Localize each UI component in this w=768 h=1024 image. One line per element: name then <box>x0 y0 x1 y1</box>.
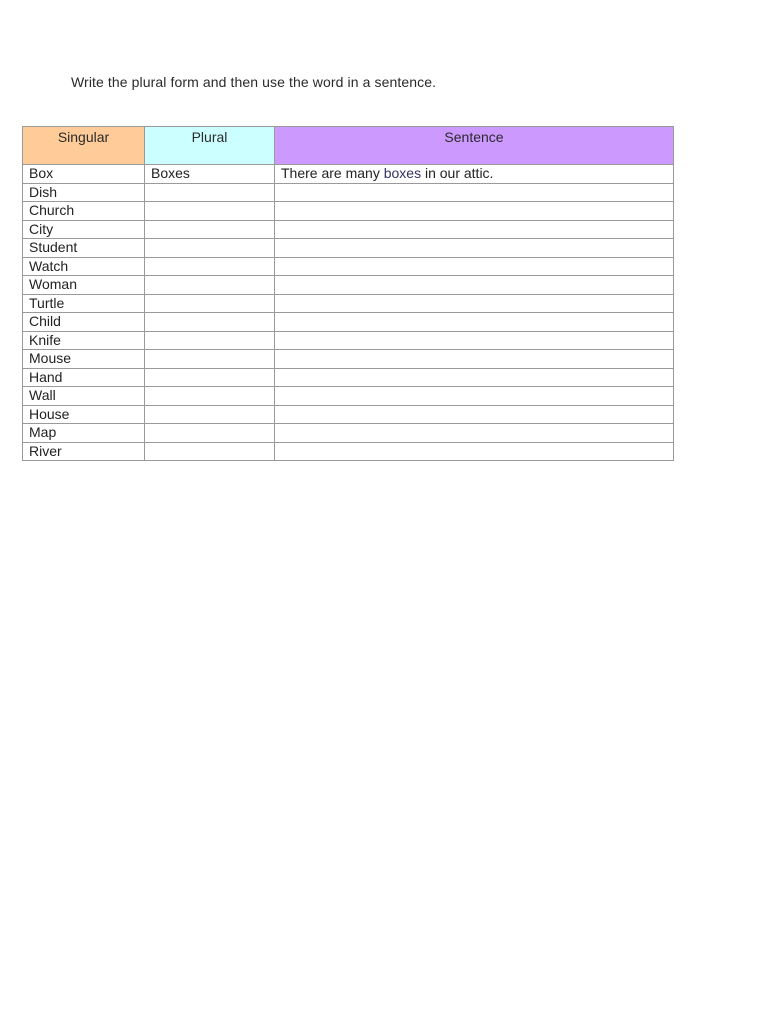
plural-cell[interactable] <box>145 350 275 369</box>
singular-cell: Mouse <box>23 350 145 369</box>
sentence-text-before: There are many <box>281 165 384 182</box>
sentence-cell[interactable] <box>275 202 674 221</box>
plural-cell[interactable] <box>145 276 275 295</box>
table-row <box>23 257 674 276</box>
singular-cell: Student <box>23 239 145 258</box>
plural-cell[interactable]: Boxes <box>145 165 275 184</box>
plural-cell[interactable] <box>145 442 275 461</box>
sentence-cell[interactable] <box>275 387 674 406</box>
singular-cell: River <box>23 442 145 461</box>
table-row <box>23 239 674 258</box>
table-row <box>23 313 674 332</box>
table-row <box>23 350 674 369</box>
table-row <box>23 405 674 424</box>
sentence-cell[interactable] <box>275 257 674 276</box>
plural-cell[interactable] <box>145 405 275 424</box>
table-row <box>23 442 674 461</box>
singular-cell: Church <box>23 202 145 221</box>
header-sentence: Sentence <box>275 127 674 165</box>
sentence-cell[interactable] <box>275 424 674 443</box>
sentence-cell[interactable] <box>275 220 674 239</box>
plural-cell[interactable] <box>145 257 275 276</box>
plural-cell[interactable] <box>145 202 275 221</box>
sentence-cell[interactable] <box>275 442 674 461</box>
plural-cell[interactable] <box>145 313 275 332</box>
sentence-cell[interactable] <box>275 183 674 202</box>
singular-cell: City <box>23 220 145 239</box>
singular-cell: Turtle <box>23 294 145 313</box>
singular-cell: Dish <box>23 183 145 202</box>
sentence-cell[interactable] <box>275 331 674 350</box>
header-singular: Singular <box>23 127 145 165</box>
singular-cell: Knife <box>23 331 145 350</box>
singular-cell: Hand <box>23 368 145 387</box>
header-row <box>23 127 674 165</box>
singular-cell: Watch <box>23 257 145 276</box>
table-row <box>23 202 674 221</box>
header-plural: Plural <box>145 127 275 165</box>
plural-worksheet-table <box>22 126 674 461</box>
sentence-cell[interactable] <box>275 276 674 295</box>
table-row <box>23 220 674 239</box>
singular-cell: Woman <box>23 276 145 295</box>
table-row <box>23 424 674 443</box>
sentence-cell[interactable] <box>275 165 674 184</box>
plural-cell[interactable] <box>145 368 275 387</box>
plural-cell[interactable] <box>145 183 275 202</box>
sentence-cell[interactable] <box>275 239 674 258</box>
plural-cell[interactable] <box>145 387 275 406</box>
singular-cell: House <box>23 405 145 424</box>
singular-cell: Map <box>23 424 145 443</box>
table-row <box>23 294 674 313</box>
table-row <box>23 276 674 295</box>
plural-cell[interactable] <box>145 424 275 443</box>
sentence-cell[interactable] <box>275 368 674 387</box>
table-row <box>23 331 674 350</box>
table-row <box>23 387 674 406</box>
singular-cell: Child <box>23 313 145 332</box>
singular-cell: Wall <box>23 387 145 406</box>
example-row <box>23 165 674 184</box>
sentence-text-after: in our attic. <box>421 165 494 182</box>
plural-cell[interactable] <box>145 239 275 258</box>
sentence-cell[interactable] <box>275 405 674 424</box>
plural-cell[interactable] <box>145 331 275 350</box>
table-row <box>23 183 674 202</box>
table-row <box>23 368 674 387</box>
singular-cell: Box <box>23 165 145 184</box>
sentence-text-highlight: boxes <box>383 165 422 182</box>
plural-cell[interactable] <box>145 294 275 313</box>
sentence-cell[interactable] <box>275 313 674 332</box>
sentence-cell[interactable] <box>275 294 674 313</box>
instruction-text: Write the plural form and then use the word in a sentence. <box>71 74 437 90</box>
sentence-cell[interactable] <box>275 350 674 369</box>
plural-cell[interactable] <box>145 220 275 239</box>
